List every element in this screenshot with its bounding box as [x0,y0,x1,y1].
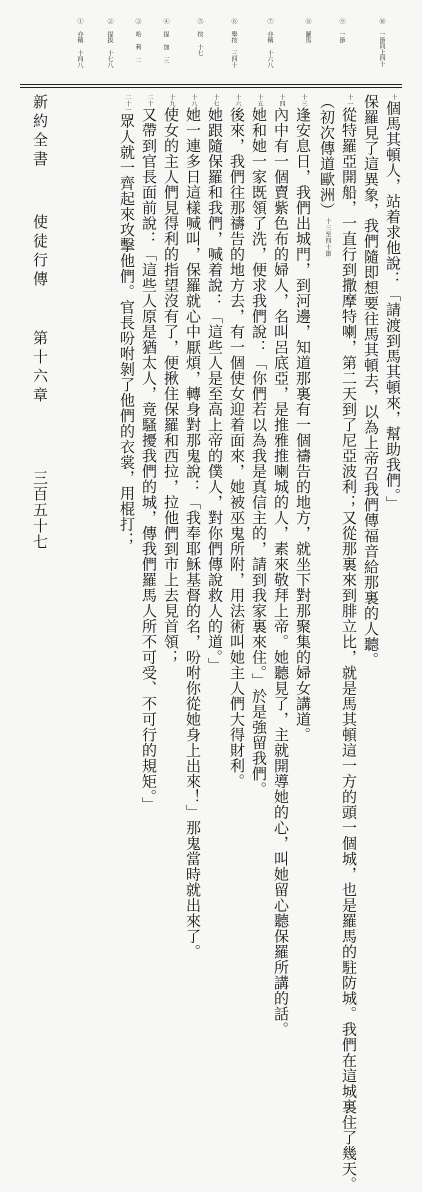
book-name: 使徒行傳 [31,214,49,290]
verse-number: 十八 [190,94,197,107]
footnote: ① 亦稱 十四八 [76,18,83,68]
text-column [272,94,290,1037]
verse-number: 二十一 [124,94,131,114]
verse-text: 又帶到官長面前說：「這些人原是猶太人，竟騷擾我們的城，傳我們羅馬人所不可受、不可行的規矩。」 [140,107,158,813]
footnote: ⑦ 亦稱 十六八 [266,18,273,68]
verse-text: 她一連多日這樣喊叫，保羅就心中厭煩，轉身對那鬼說：「我奉耶穌基督的名，吩咐你從她身上出來！」那鬼當時就出來了。 [184,107,202,960]
chapter-label: 第十六章 [31,330,49,406]
text-column [206,94,224,673]
text-column [362,94,380,668]
verse-text: 使女的主人們見得利的指望沒有了，便揪住保羅和西拉，拉他們到市上去見首領； [162,107,180,665]
verse-text: 內中有一個賣紫色布的婦人，名叫呂底亞，是推雅推喇城的人，素來敬拜上帝。她聽見了，主就開導她的心，叫她留心聽保羅所講的話。 [272,107,290,1037]
verse-number: 十九 [168,94,175,107]
verse-number: 十三 [300,94,307,107]
footnote: ⑤ 按 十七 [196,18,203,56]
verse-number: 十六 [234,94,241,107]
verse-text: 保羅見了這異象，我們隨即想要往馬其頓去，以為上帝召我們傳福音給那裏的人聽。 [362,94,380,668]
verse-text: 眾人就一齊起來攻擊他們。官長吩咐剝了他們的衣裳，用棍打； [118,113,136,548]
verse-text: 個馬其頓人，站着求他說：「請渡到馬其頓來，幫助我們。」 [384,100,402,512]
text-column [384,94,402,586]
header-rule [20,87,402,88]
text-column [118,94,136,586]
text-column [140,94,158,813]
book-title: 新約全書 [31,94,49,170]
text-column [162,94,180,665]
verse-number: 十一 [346,94,353,107]
footnote: ⑨ 一節 [338,18,345,43]
text-column [250,94,268,797]
verse-text: 後來，我們往那禱告的地方去，有一個使女迎着面來，她被巫鬼所附，用法術叫她主人們大得財利。 [228,107,246,789]
verse-number: 十四 [278,94,285,107]
footnote: ② 提拔 十七八 [106,18,113,68]
footnote: ③ 哈 利 二 [134,18,141,63]
text-column [228,94,246,789]
section-heading: （初次傳道歐洲） [318,94,336,218]
verse-number: 十七 [212,94,219,107]
verse-number: 十 [390,94,397,101]
footnote: ⑧ 羅馬 [304,18,311,43]
footnote: ④ 提 加 三 [162,18,169,63]
text-column [184,94,202,960]
page-number: 三百五十七 [31,470,49,550]
footnote: ⑩ 一節同上四十 [378,18,385,67]
verse-number: 十五 [256,94,263,107]
verse-text: 逢安息日，我們出城門，到河邊，知道那裏有一個禱告的地方，就坐下對那聚集的婦女講道。 [294,107,312,743]
text-column [294,94,312,743]
header-rule [20,84,402,85]
verse-text: 從特羅亞開船，一直行到撒摩特喇，第二天到了尼亞波利；又從那裏來到腓立比，就是馬其頓這一方的頭一個城，也是羅馬的駐防城。我們在這城裏住了幾天。 [340,107,358,1192]
verse-text: 她和她一家既領了洗，便求我們說：「你們若以為我是真信主的，請到我家裏來住。」於是強留我們。 [250,107,268,797]
verse-text: 她跟隨保羅和我們，喊着說：「這些人是至高上帝的僕人，對你們傳說救人的道。」 [206,107,224,673]
footnote: ⑥ 舉按 三四十 [230,18,237,68]
text-column [340,94,358,1192]
verse-number: 二十 [146,94,153,107]
text-column [318,94,336,586]
verse-range: 十三至四十節 [324,218,331,257]
footnotes-strip [46,18,386,80]
